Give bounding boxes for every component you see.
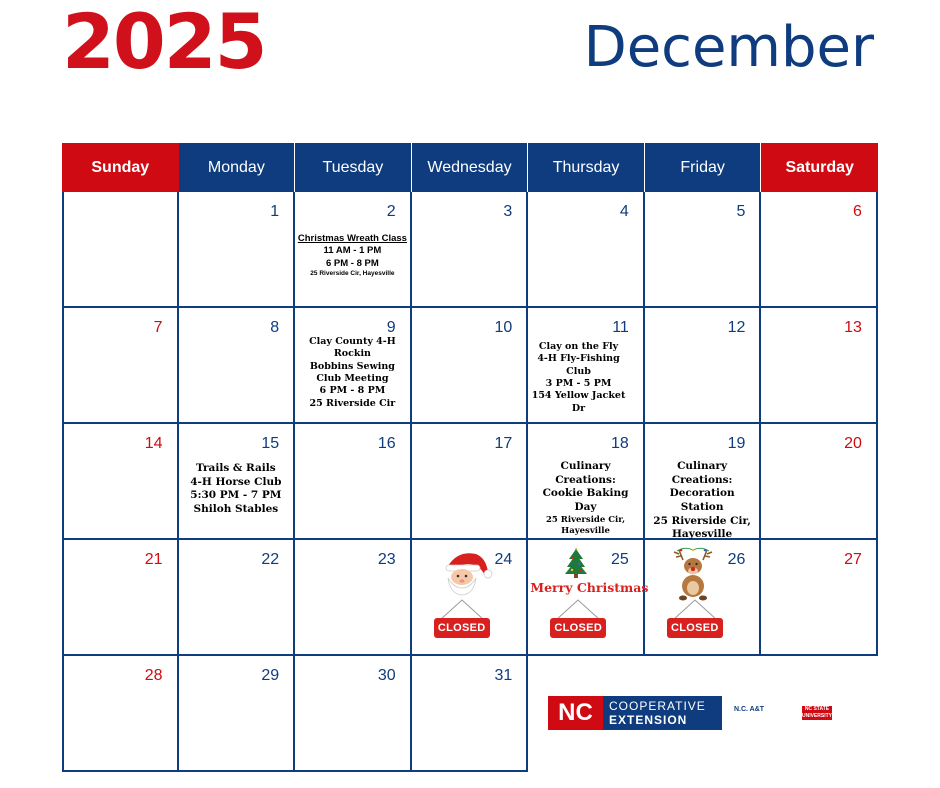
- event-time: 5:30 PM - 7 PM: [190, 489, 282, 502]
- merry-christmas-text: Merry Christmas: [530, 580, 649, 595]
- nc-state-logo-line1: NC STATE: [804, 706, 830, 712]
- event-horse-club[interactable]: [181, 462, 292, 517]
- day-cell-2[interactable]: [295, 192, 412, 308]
- day-cell-30[interactable]: [295, 656, 412, 772]
- event-time: 6 PM - 8 PM: [326, 257, 379, 269]
- day-number: 2: [386, 203, 396, 220]
- christmas-tree-icon: [564, 546, 588, 578]
- day-cell-13[interactable]: [761, 308, 878, 424]
- weekday-sunday: Sunday: [62, 143, 179, 192]
- event-title: Christmas Wreath Class: [297, 233, 407, 244]
- event-location: 25 Riverside Cir: [309, 397, 396, 409]
- day-cell-19[interactable]: [645, 424, 762, 540]
- closed-sign: CLOSED: [667, 618, 723, 638]
- day-number: 17: [494, 435, 513, 452]
- day-cell-27[interactable]: [761, 540, 878, 656]
- santa-icon: [440, 548, 494, 598]
- nc-state-logo: [802, 706, 832, 720]
- day-cell-10[interactable]: [412, 308, 529, 424]
- event-location: Shiloh Stables: [193, 502, 279, 515]
- event-location: 25 Riverside Cir,: [546, 514, 626, 525]
- day-cell-11[interactable]: [528, 308, 645, 424]
- day-number: 11: [612, 319, 629, 336]
- event-time: 3 PM - 5 PM: [545, 378, 612, 390]
- day-cell-17[interactable]: [412, 424, 529, 540]
- event-time: 11 AM - 1 PM: [323, 245, 382, 257]
- day-number: 13: [844, 319, 862, 336]
- footer-logos: [548, 696, 848, 732]
- weekday-header: [62, 143, 878, 192]
- event-title: Trails & Rails: [195, 462, 276, 474]
- event-location: 25 Riverside Cir, Hayesville: [310, 270, 395, 278]
- day-cell-16[interactable]: [295, 424, 412, 540]
- day-number: 23: [377, 551, 396, 568]
- weekday-thursday: Thursday: [528, 143, 645, 192]
- day-grid: [62, 192, 878, 772]
- day-number: 28: [144, 667, 163, 684]
- day-number: 29: [261, 667, 280, 684]
- day-cell-7[interactable]: [62, 308, 179, 424]
- day-cell-9[interactable]: [295, 308, 412, 424]
- month-title: December: [583, 15, 874, 80]
- event-location: Hayesville: [672, 528, 733, 541]
- day-cell-25[interactable]: [528, 540, 649, 656]
- weekday-wednesday: Wednesday: [412, 143, 529, 192]
- day-number: 25: [611, 551, 629, 568]
- event-fly-fishing[interactable]: [528, 341, 629, 415]
- day-number: 18: [611, 435, 629, 452]
- day-number: 30: [377, 667, 396, 684]
- day-number: 31: [494, 667, 513, 684]
- event-title: 4-H Horse Club: [190, 475, 282, 488]
- event-title: Culinary Creations:: [555, 460, 616, 486]
- day-cell-3[interactable]: [412, 192, 529, 308]
- day-number: 14: [144, 435, 163, 452]
- event-title: Cookie Baking Day: [542, 487, 629, 513]
- day-number: 3: [503, 203, 513, 220]
- closed-sign: CLOSED: [550, 618, 606, 638]
- day-number: 22: [261, 551, 280, 568]
- day-number: 6: [853, 203, 862, 220]
- day-number: 8: [270, 319, 280, 336]
- event-wreath-class[interactable]: [297, 233, 408, 278]
- day-cell-14[interactable]: [62, 424, 179, 540]
- day-cell-31[interactable]: [412, 656, 529, 772]
- event-location: 154 Yellow Jacket Dr: [531, 390, 626, 414]
- nc-at-logo: N.C. A&T: [734, 706, 765, 713]
- day-cell-15[interactable]: [179, 424, 296, 540]
- day-cell-21[interactable]: [62, 540, 179, 656]
- day-cell-8[interactable]: [179, 308, 296, 424]
- weekday-monday: Monday: [179, 143, 296, 192]
- nc-cooperative-extension-logo: [548, 696, 722, 730]
- day-number: 1: [270, 203, 280, 220]
- day-cell-24[interactable]: [412, 540, 529, 656]
- event-sewing-club[interactable]: [297, 336, 408, 410]
- logo-extension: EXTENSION: [609, 713, 688, 727]
- day-cell-28[interactable]: [62, 656, 179, 772]
- event-location: 25 Riverside Cir,: [653, 514, 751, 527]
- event-time: 6 PM - 8 PM: [319, 385, 386, 397]
- logo-cooperative: COOPERATIVE: [609, 699, 706, 713]
- reindeer-icon: [671, 546, 715, 602]
- day-cell-empty: [62, 192, 179, 308]
- event-title: Decoration Station: [669, 487, 735, 513]
- day-number: 12: [727, 319, 746, 336]
- day-number: 20: [844, 435, 862, 452]
- day-number: 10: [494, 319, 513, 336]
- calendar: [62, 143, 878, 772]
- day-number: 4: [619, 203, 629, 220]
- day-number: 16: [377, 435, 396, 452]
- day-cell-1[interactable]: [179, 192, 296, 308]
- event-decoration-station[interactable]: [647, 460, 758, 542]
- day-cell-20[interactable]: [761, 424, 878, 540]
- weekday-friday: Friday: [645, 143, 762, 192]
- day-number: 9: [386, 319, 396, 336]
- weekday-tuesday: Tuesday: [295, 143, 412, 192]
- nc-logo-mark: NC: [548, 696, 603, 730]
- day-number: 7: [153, 319, 163, 336]
- sign-string-icon: [667, 598, 723, 620]
- day-cell-23[interactable]: [295, 540, 412, 656]
- day-cell-4[interactable]: [528, 192, 645, 308]
- event-title: Clay on the Fly: [538, 341, 619, 352]
- day-cell-26[interactable]: [645, 540, 762, 656]
- event-title: 4-H Fly-Fishing Club: [537, 353, 620, 377]
- day-number: 27: [844, 551, 862, 568]
- event-title: Clay County 4-H Rockin: [309, 336, 396, 360]
- day-cell-5[interactable]: [645, 192, 762, 308]
- day-number: 15: [261, 435, 280, 452]
- day-number: 19: [727, 435, 746, 452]
- closed-sign: CLOSED: [434, 618, 490, 638]
- day-cell-6[interactable]: [761, 192, 878, 308]
- event-cookie-baking[interactable]: [530, 460, 641, 537]
- weekday-saturday: Saturday: [761, 143, 878, 192]
- event-title: Club Meeting: [316, 373, 389, 385]
- sign-string-icon: [550, 598, 606, 620]
- event-title: Bobbins Sewing: [309, 360, 395, 372]
- event-title: Culinary Creations:: [671, 460, 733, 486]
- day-cell-12[interactable]: [645, 308, 762, 424]
- day-number: 21: [144, 551, 163, 568]
- day-cell-29[interactable]: [179, 656, 296, 772]
- year-title: 2025: [62, 0, 266, 86]
- sign-string-icon: [434, 598, 490, 620]
- day-cell-22[interactable]: [179, 540, 296, 656]
- day-number: 26: [727, 551, 746, 568]
- day-number: 24: [494, 551, 513, 568]
- nc-state-logo-line2: UNIVERSITY: [802, 713, 833, 719]
- day-number: 5: [736, 203, 746, 220]
- day-cell-18[interactable]: [528, 424, 645, 540]
- event-location: Hayesville: [561, 525, 610, 536]
